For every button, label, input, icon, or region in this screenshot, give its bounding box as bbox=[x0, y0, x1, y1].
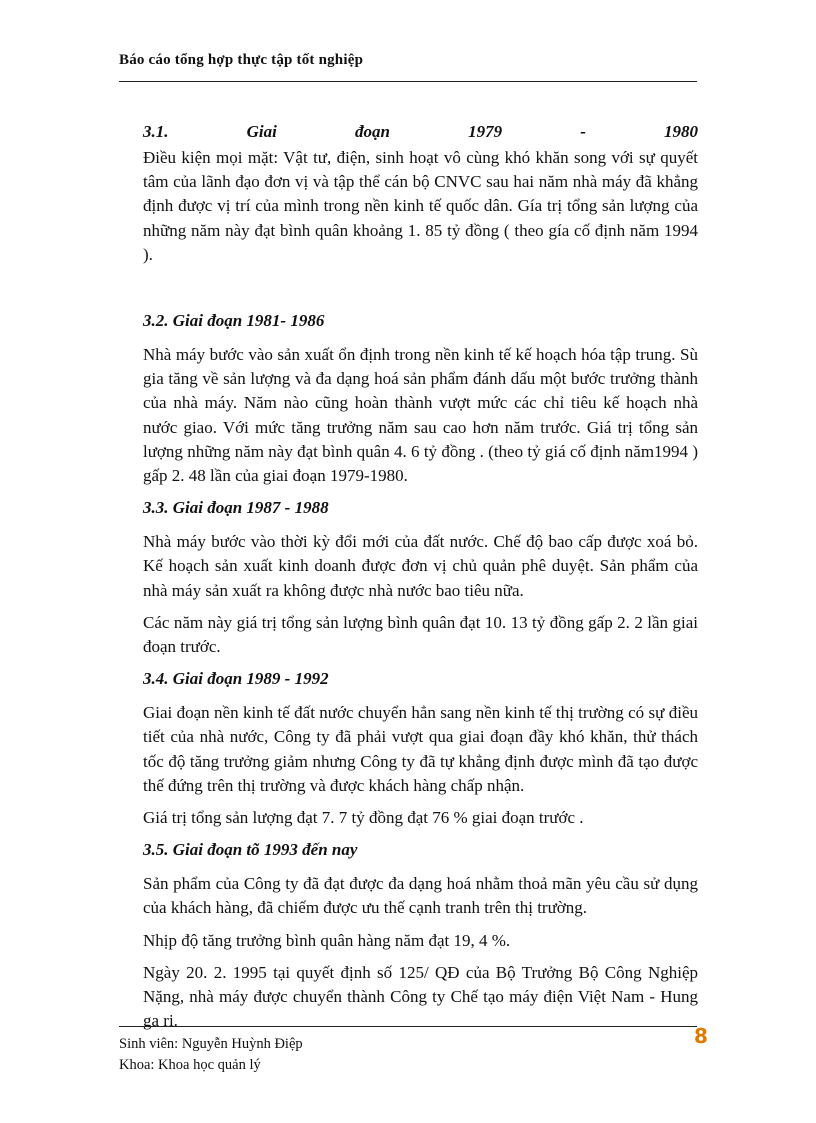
footer-student: Sinh viên: Nguyễn Huỳnh Điệp bbox=[119, 1036, 303, 1052]
section-heading: 3.1. Giai đoạn 1979 - 1980 bbox=[143, 122, 698, 141]
footer-faculty: Khoa: Khoa học quản lý bbox=[119, 1057, 261, 1073]
section-3-1 bbox=[143, 120, 698, 267]
section-heading: 3.4. Giai đoạn 1989 - 1992 bbox=[143, 669, 329, 689]
section-heading: 3.3. Giai đoạn 1987 - 1988 bbox=[143, 498, 329, 518]
header-rule bbox=[119, 81, 697, 82]
footer-rule bbox=[119, 1026, 697, 1027]
section-3-3 bbox=[143, 496, 698, 659]
paragraph: Sản phẩm của Công ty đã đạt được đa dạng hoá nhằm thoả mãn yêu cầu sử dụng của khách hàng, đã chiếm được ưu thế cạnh tranh trên thị trường. bbox=[143, 874, 698, 918]
paragraph: Giá trị tổng sản lượng đạt 7. 7 tỷ đồng đạt 76 % giai đoạn trước . bbox=[143, 808, 584, 828]
running-header: Báo cáo tổng hợp thực tập tốt nghiệp bbox=[119, 52, 364, 68]
paragraph: Giai đoạn nền kinh tế đất nước chuyển hẳn sang nền kinh tế thị trường có sự điều tiết của nhà nước, Công ty đã phải vượt qua giai đoạn đầy khó khăn, thử thách tốc độ tăng trưởng giảm nhưng Công ty đã tự khẳng định được mình đã tạo được thế đứng trên thị trường và được khách hàng chấp nhận. bbox=[143, 703, 698, 795]
document-body bbox=[143, 118, 698, 1033]
section-3-4 bbox=[143, 667, 698, 830]
paragraph: Nhà máy bước vào sản xuất ổn định trong nền kinh tế kế hoạch hóa tập trung. Sù gia tăng về sản lượng và đa dạng hoá sản phẩm đánh dấu một bước trưởng thành của nhà máy. Năm nào cũng hoàn thành vượt mức các chỉ tiêu kế hoạch nhà nước giao. Với mức tăng trưởng năm sau cao hơn năm trước. Giá trị tổng sản lượng những năm này đạt bình quân 4. 6 tỷ đồng . (theo tỷ giá cố định năm1994 ) gấp 2. 48 lần của giai đoạn 1979-1980. bbox=[143, 345, 698, 486]
paragraph: Điều kiện mọi mặt: Vật tư, điện, sinh hoạt vô cùng khó khăn song với sự quyết tâm của lãnh đạo đơn vị và tập thể cán bộ CNVC sau hai năm nhà máy đã khẳng định được vị trí của mình trong nền kinh tế quốc dân. Gía trị tổng sản lượng của những năm này đạt bình quân khoảng 1. 85 tỷ đồng ( theo gía cố định năm 1994 ). bbox=[143, 148, 698, 264]
section-heading: 3.2. Giai đoạn 1981- 1986 bbox=[143, 311, 325, 331]
section-3-2 bbox=[143, 309, 698, 488]
page-number: 8 bbox=[694, 1024, 708, 1048]
section-3-5 bbox=[143, 838, 698, 1033]
paragraph: Các năm này giá trị tổng sản lượng bình quân đạt 10. 13 tỷ đồng gấp 2. 2 lần giai đoạn trước. bbox=[143, 612, 698, 657]
paragraph: Nhà máy bước vào thời kỳ đổi mới của đất nước. Chế độ bao cấp được xoá bỏ. Kế hoạch sản xuất kinh doanh được đơn vị chủ quản phê duyệt. Sản phẩm của nhà máy sản xuất ra không được nhà nước bao tiêu nữa. bbox=[143, 532, 698, 600]
paragraph: Ngày 20. 2. 1995 tại quyết định số 125/ QĐ của Bộ Trưởng Bộ Công Nghiệp Nặng, nhà máy được chuyển thành Công ty Chế tạo máy điện Việt Nam - Hung ga ri. bbox=[143, 962, 698, 1031]
section-heading: 3.5. Giai đoạn tõ 1993 đến nay bbox=[143, 840, 358, 860]
paragraph: Nhịp độ tăng trưởng bình quân hàng năm đạt 19, 4 %. bbox=[143, 930, 511, 950]
